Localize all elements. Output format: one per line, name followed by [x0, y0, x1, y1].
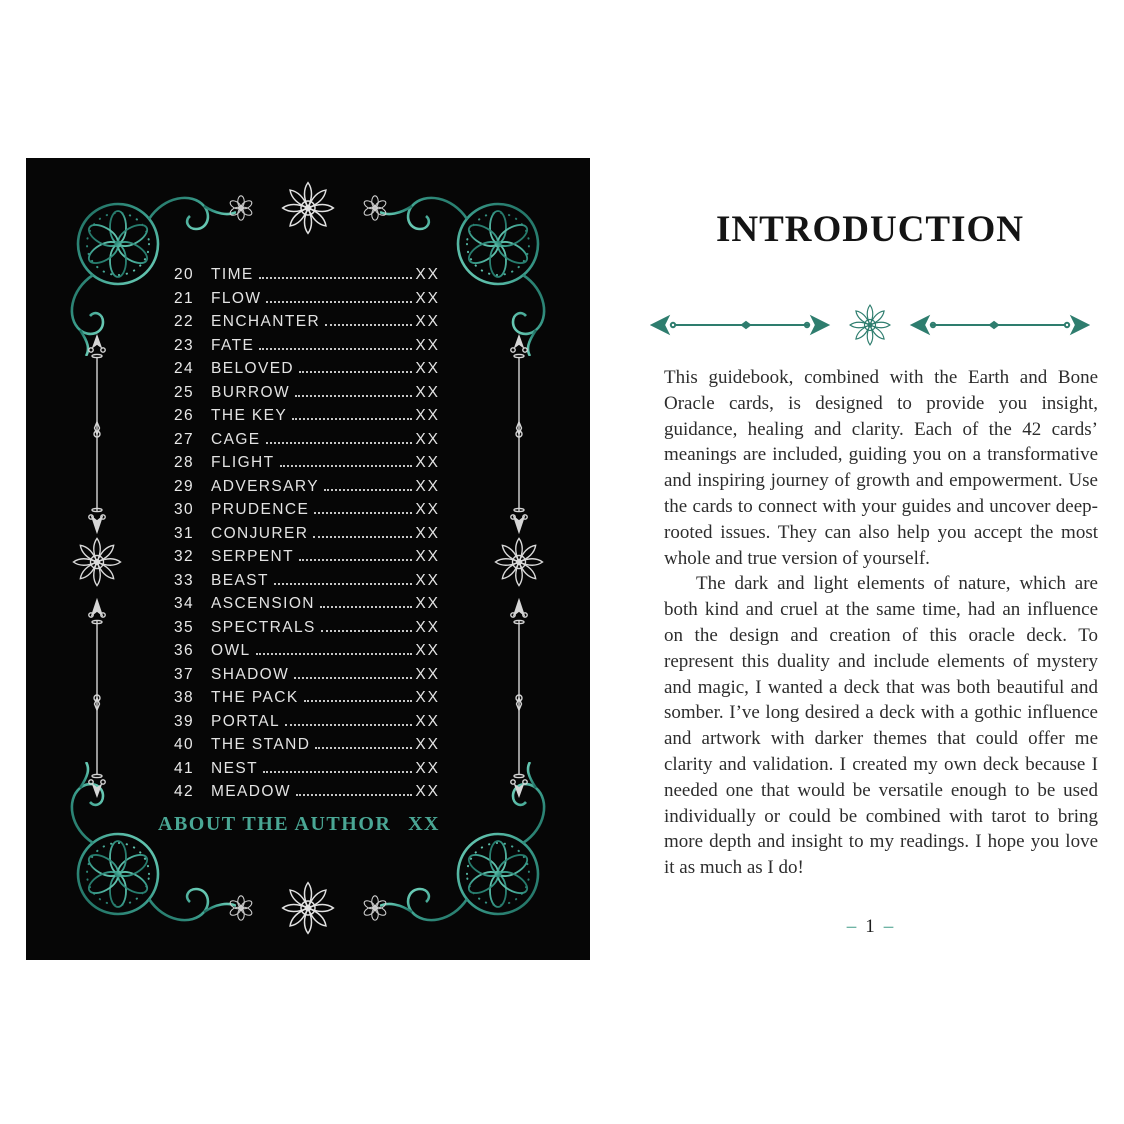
toc-entry-number: 26: [173, 407, 194, 424]
toc-about-row: [158, 813, 440, 836]
spear-divider-icon: [507, 598, 531, 798]
toc-entry-title: OWL: [211, 642, 251, 659]
dot-leader: [314, 512, 412, 514]
toc-entry-title: FLOW: [211, 289, 262, 307]
toc-entry-page: XX: [415, 595, 440, 612]
toc-entry-title: SERPENT: [211, 548, 295, 565]
toc-entry-number: 39: [173, 712, 194, 730]
toc-entry: [166, 478, 440, 502]
paragraph: This guidebook, combined with the Earth and Bone Oracle cards, is designed to provide you insight, guidance, healing and clarity. Each of the 42 cards’ meanings are included, guiding you on a transformative and inspiring journey of growth and empowerment. Use the cards to connect with your guides and uncover deep-rooted issues. They can also help you accept the most whole and true version of yourself.: [664, 367, 1098, 569]
top-flower-ornament: [26, 180, 590, 236]
small-flower-icon: [228, 895, 254, 921]
toc-entry-title: NEST: [211, 759, 258, 777]
toc-entry-title: BEAST: [211, 571, 269, 589]
toc-entry-number: 23: [173, 336, 194, 354]
toc-entry-number: 20: [173, 266, 194, 283]
toc-entry-number: 29: [173, 477, 194, 495]
toc-entry-number: 36: [173, 642, 194, 659]
toc-entry: [166, 384, 440, 408]
toc-entry-page: XX: [415, 736, 440, 753]
toc-entry-number: 28: [173, 454, 194, 471]
dot-leader: [259, 277, 413, 279]
toc-entry-page: XX: [415, 266, 440, 283]
toc-entry-page: XX: [415, 360, 440, 377]
dot-leader: [292, 418, 412, 420]
toc-entry: [166, 407, 440, 431]
toc-entry-number: 35: [173, 618, 194, 636]
toc-entry-page: XX: [415, 524, 440, 542]
toc-entry-title: SHADOW: [211, 665, 290, 683]
toc-entry-page: XX: [415, 454, 440, 471]
toc-entry-page: XX: [415, 407, 440, 424]
toc-entry-page: XX: [415, 336, 440, 354]
toc-entry: [166, 313, 440, 337]
toc-entry: [166, 454, 440, 478]
toc-entry: [166, 525, 440, 549]
toc-entry-page: XX: [415, 289, 440, 307]
dot-leader: [321, 630, 413, 632]
spear-divider-icon: [507, 334, 531, 534]
dot-leader: [304, 700, 413, 702]
toc-entry-number: 22: [173, 313, 194, 330]
toc-entry-number: 33: [173, 571, 194, 589]
toc-entry: [166, 595, 440, 619]
toc-entry: [166, 548, 440, 572]
toc-entry-title: PRUDENCE: [211, 501, 310, 518]
toc-entry-number: 40: [173, 736, 194, 753]
toc-entry-number: 37: [173, 665, 194, 683]
toc-entry: [166, 642, 440, 666]
toc-entry-number: 31: [173, 524, 194, 542]
toc-entry-number: 34: [173, 595, 194, 612]
toc-entry-title: THE PACK: [211, 689, 299, 706]
dot-leader: [299, 371, 412, 373]
toc-entry-number: 21: [173, 289, 194, 307]
dot-leader: [294, 677, 412, 679]
toc-entry-page: XX: [415, 783, 440, 800]
dot-leader: [299, 559, 412, 561]
toc-entry-page: XX: [415, 759, 440, 777]
page-number-value: 1: [865, 916, 875, 937]
toc-entry: [166, 337, 440, 361]
lotus-flower-icon: [71, 536, 123, 588]
toc-entry: [166, 619, 440, 643]
toc-entry-page: XX: [415, 501, 440, 518]
bottom-flower-ornament: [26, 880, 590, 936]
dot-leader: [263, 771, 412, 773]
small-flower-icon: [362, 895, 388, 921]
toc-entry-page: XX: [415, 383, 440, 401]
introduction-text: [664, 365, 1098, 881]
lotus-flower-icon: [280, 880, 336, 936]
toc-entry-page: XX: [415, 548, 440, 565]
toc-entry-page: XX: [415, 665, 440, 683]
spear-divider-icon: [85, 334, 109, 534]
lotus-flower-icon: [493, 536, 545, 588]
toc-entry-page: XX: [415, 571, 440, 589]
toc-entry-number: 25: [173, 383, 194, 401]
introduction-page: [630, 158, 1110, 960]
toc-entry-title: MEADOW: [211, 783, 291, 800]
toc-entry-number: 38: [173, 689, 194, 706]
toc-entry-title: CONJURER: [211, 524, 309, 542]
toc-entry-title: TIME: [211, 266, 254, 283]
toc-entry-title: FATE: [211, 336, 255, 354]
toc-entry-title: FLIGHT: [211, 454, 275, 471]
toc-entry: [166, 266, 440, 290]
toc-entry: [166, 713, 440, 737]
dot-leader: [296, 794, 412, 796]
toc-entry-number: 32: [173, 548, 194, 565]
dot-leader: [274, 583, 412, 585]
page-number-dash: –: [846, 916, 857, 937]
dot-leader: [256, 653, 413, 655]
toc-list: [166, 266, 440, 807]
page-number-dash: –: [883, 916, 894, 937]
dot-leader: [315, 747, 412, 749]
toc-entry-page: XX: [415, 313, 440, 330]
toc-entry: [166, 290, 440, 314]
toc-entry-number: 42: [173, 783, 194, 800]
toc-entry-title: PORTAL: [211, 712, 280, 730]
toc-entry-title: ADVERSARY: [211, 477, 319, 495]
dot-leader: [266, 301, 412, 303]
arrow-flourish-divider-icon: [650, 302, 1090, 348]
dot-leader: [266, 442, 413, 444]
toc-entry-title: BELOVED: [211, 360, 295, 377]
toc-entry: [166, 689, 440, 713]
toc-entry-number: 41: [173, 759, 194, 777]
toc-entry-title: ENCHANTER: [211, 313, 321, 330]
toc-entry-title: THE KEY: [211, 407, 288, 424]
toc-entry: [166, 501, 440, 525]
spear-divider-icon: [85, 598, 109, 798]
toc-entry-page: XX: [415, 618, 440, 636]
toc-entry-page: XX: [415, 712, 440, 730]
page-title: INTRODUCTION: [715, 209, 1025, 250]
toc-entry-title: CAGE: [211, 430, 261, 448]
toc-about-page: XX: [408, 813, 440, 835]
toc-entry: [166, 431, 440, 455]
toc-entry-title: THE STAND: [211, 736, 311, 753]
toc-entry-number: 27: [173, 430, 194, 448]
toc-entry: [166, 666, 440, 690]
toc-entry-title: ASCENSION: [211, 595, 315, 612]
toc-entry-number: 30: [173, 501, 194, 518]
paragraph: The dark and light elements of nature, which are both kind and cruel at the same time, had an influence on the design and creation of this oracle deck. To represent this duality and include elements of mystery and magic, I wanted a deck that was both beautiful and somber. I’ve long desired a deck with a gothic influence and artwork with darker themes that could offer me clarity and validation. I created my own deck because I needed one that would be versatile enough to be used individually or could be combined with tarot to bring more depth and insight to my readings. I hope you love it as much as I do!: [664, 573, 1098, 879]
toc-entry: [166, 760, 440, 784]
page-number: [630, 916, 1110, 938]
toc-entry-page: XX: [415, 430, 440, 448]
dot-leader: [313, 536, 412, 538]
dot-leader: [285, 724, 412, 726]
toc-entry: [166, 572, 440, 596]
toc-entry: [166, 736, 440, 760]
dot-leader: [320, 606, 412, 608]
toc-entry-title: SPECTRALS: [211, 618, 316, 636]
dot-leader: [295, 395, 412, 397]
contents-page: [26, 158, 590, 960]
toc-entry-page: XX: [415, 477, 440, 495]
dot-leader: [324, 489, 412, 491]
toc-entry-page: XX: [415, 642, 440, 659]
toc-entry: [166, 360, 440, 384]
small-flower-icon: [228, 195, 254, 221]
small-flower-icon: [362, 195, 388, 221]
dot-leader: [325, 324, 412, 326]
toc-entry-title: BURROW: [211, 383, 291, 401]
lotus-flower-icon: [280, 180, 336, 236]
dot-leader: [280, 465, 413, 467]
toc-entry-page: XX: [415, 689, 440, 706]
toc-entry-number: 24: [173, 360, 194, 377]
dot-leader: [259, 348, 412, 350]
toc-about-label: ABOUT THE AUTHOR: [158, 813, 392, 835]
toc-entry: [166, 783, 440, 807]
